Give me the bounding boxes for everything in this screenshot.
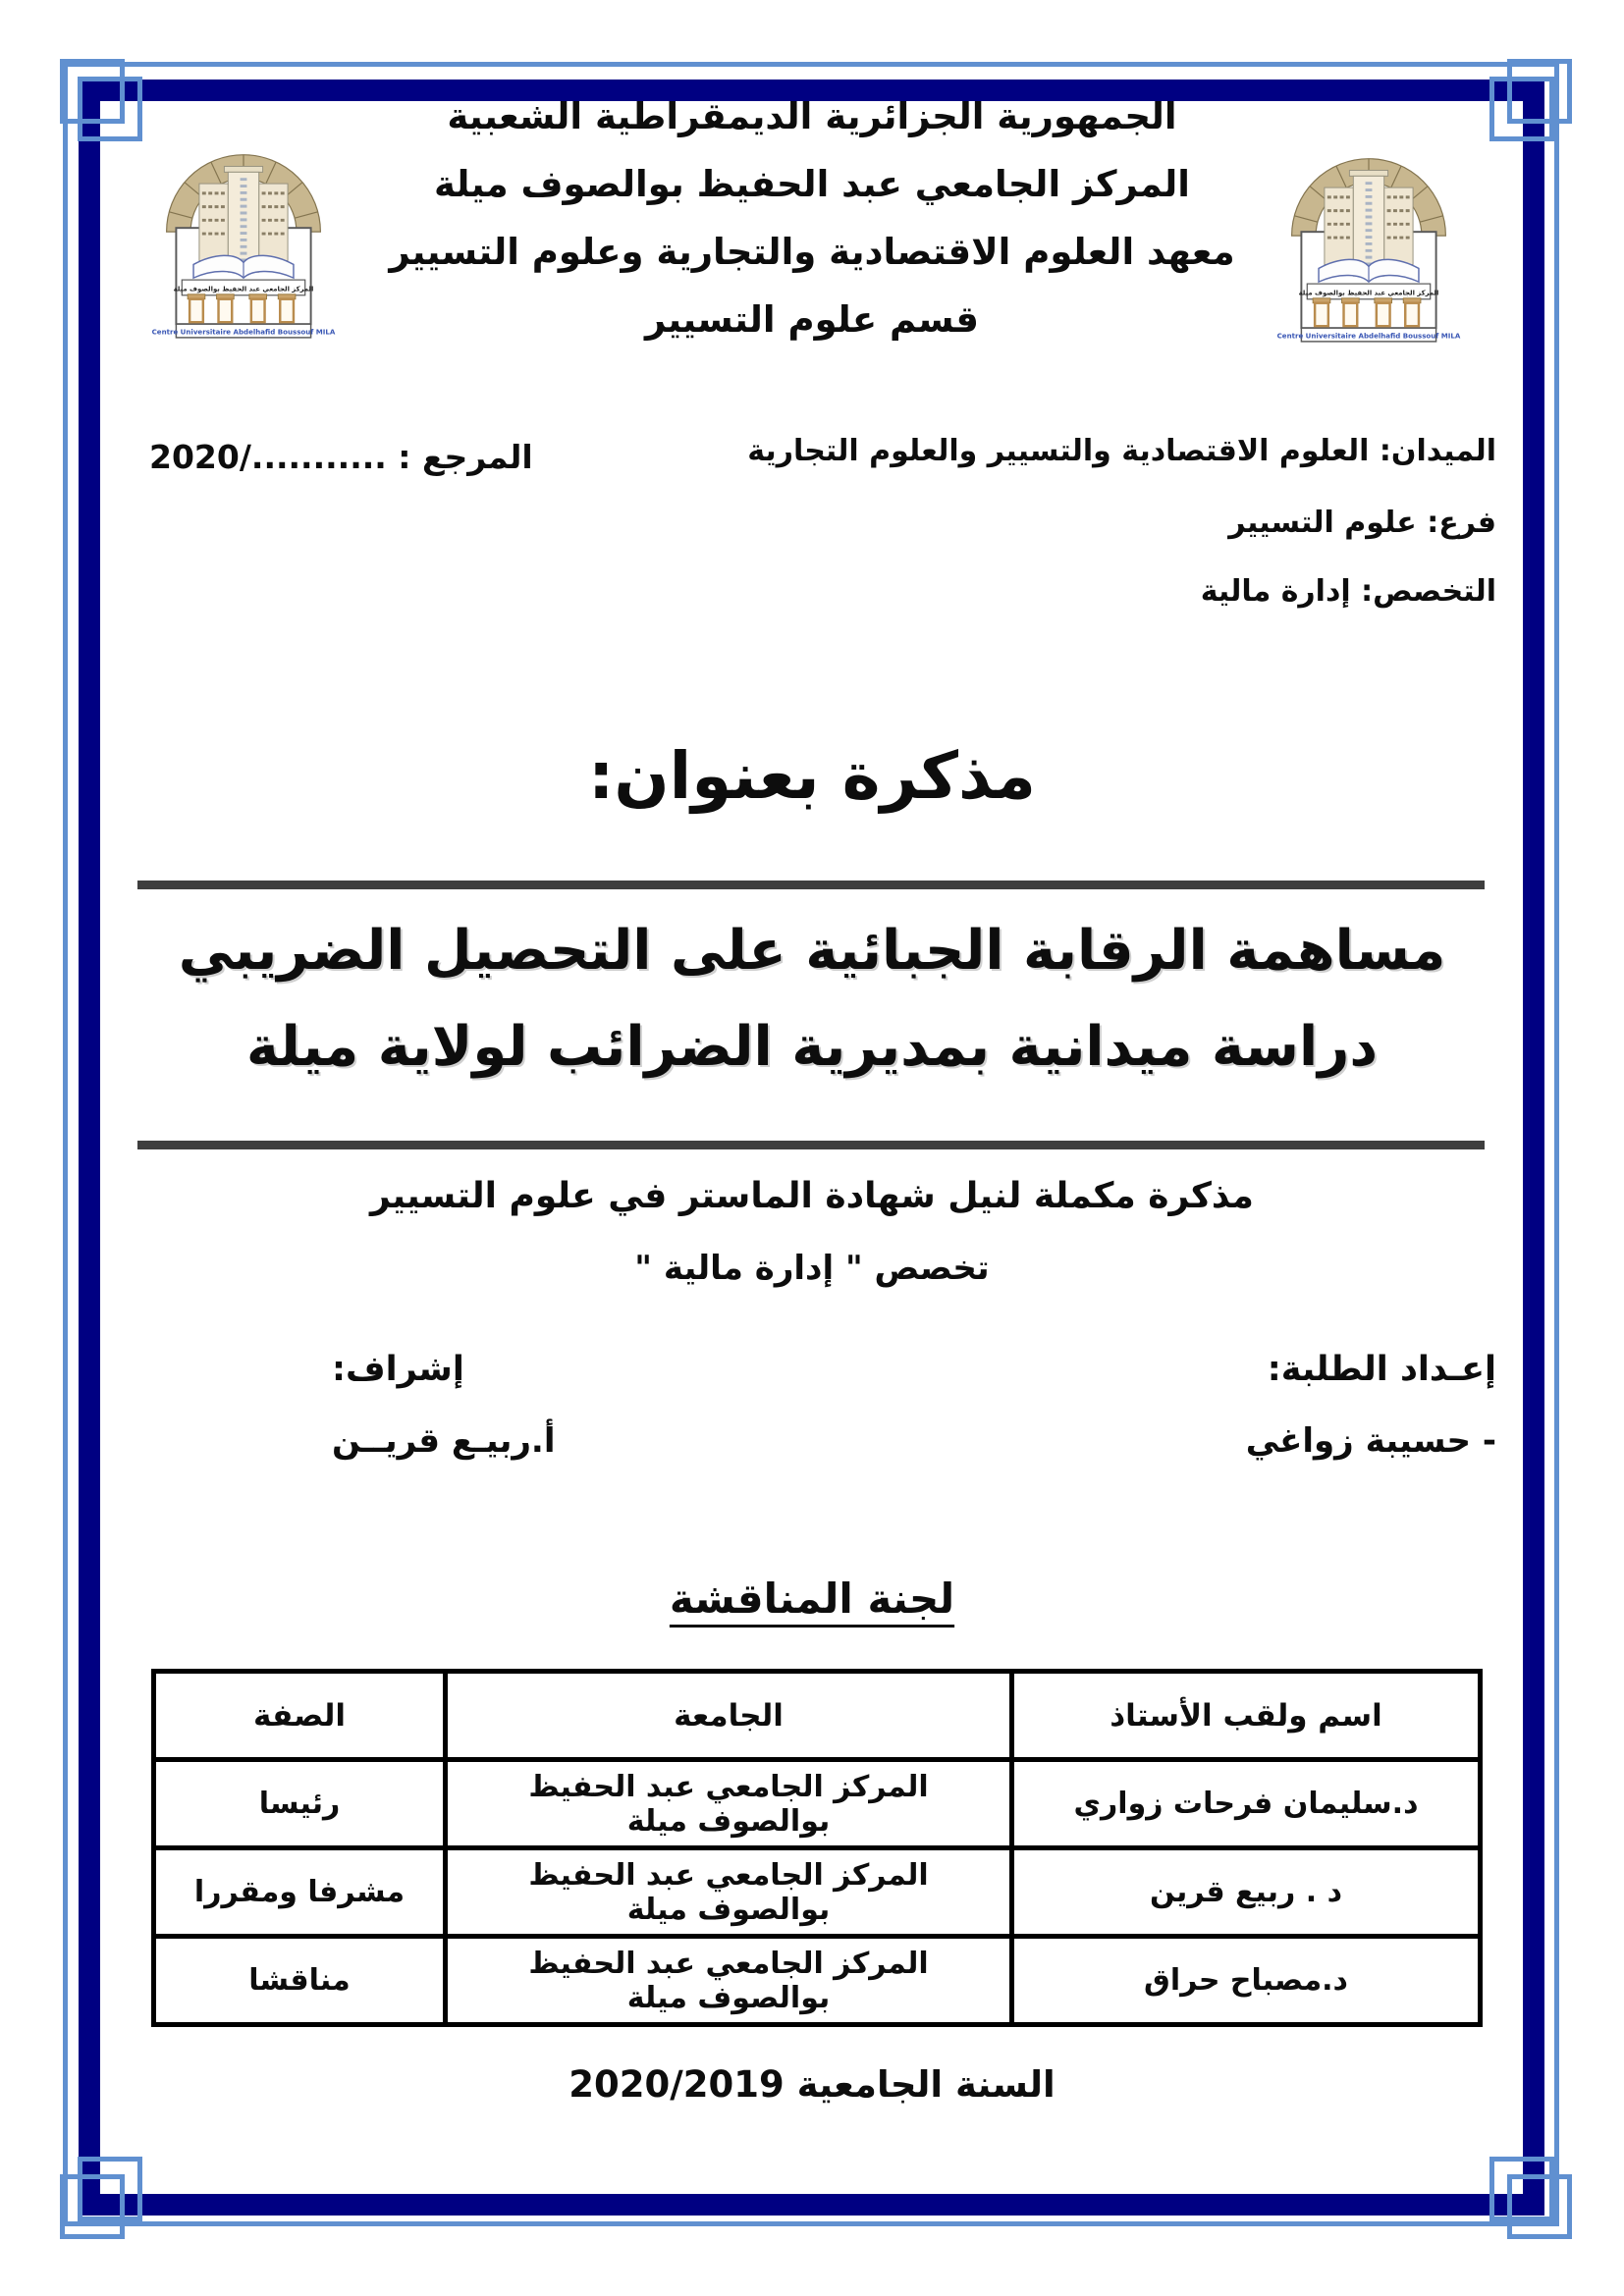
degree-subtitle: مذكرة مكملة لنيل شهادة الماستر في علوم التسيير <box>370 1176 1254 1216</box>
committee-header-row <box>154 1672 1481 1760</box>
title-rule-top <box>137 881 1485 889</box>
professor-name: د . ربيع قرين <box>1012 1848 1481 1937</box>
republic-line: الجمهورية الجزائرية الديمقراطية الشعبية <box>447 95 1177 137</box>
corner-ornament <box>78 77 142 141</box>
col-role: الصفة <box>154 1672 446 1760</box>
committee-row <box>154 1760 1481 1848</box>
committee-row <box>154 1848 1481 1937</box>
committee-table <box>151 1669 1483 2027</box>
branch-line: فرع: علوم التسيير <box>1228 506 1496 540</box>
professor-university: المركز الجامعي عبد الحفيظ بوالصوف ميلة <box>446 1937 1012 2025</box>
supervisor-name: أ.ربيـع قريــن <box>332 1421 556 1461</box>
university-line: المركز الجامعي عبد الحفيظ بوالصوف ميلة <box>434 163 1190 205</box>
col-university: الجامعة <box>446 1672 1012 1760</box>
corner-ornament <box>1489 2157 1554 2221</box>
professor-name: د.سليمان فرحات زواري <box>1012 1760 1481 1848</box>
degree-specialty: تخصص " إدارة مالية " <box>634 1249 990 1288</box>
memo-heading: مذكرة بعنوان: <box>587 738 1037 814</box>
title-rule-bottom <box>137 1141 1485 1149</box>
reference-line: المرجع : .........../2020 <box>149 438 533 476</box>
committee-heading: لجنة المناقشة <box>669 1575 955 1623</box>
institute-line: معهد العلوم الاقتصادية والتجارية وعلوم التسيير <box>389 231 1235 273</box>
thesis-title-line1: مساهمة الرقابة الجبائية على التحصيل الضريبي <box>178 919 1446 983</box>
department-line: قسم علوم التسيير <box>645 298 979 341</box>
specialty-line: التخصص: إدارة مالية <box>1200 574 1496 609</box>
student-name: - حسيبة زواغي <box>1245 1421 1496 1461</box>
committee-row <box>154 1937 1481 2025</box>
institution-header <box>334 82 1290 353</box>
professor-name: د.مصباح حراق <box>1012 1937 1481 2025</box>
professor-role: مشرفا ومقررا <box>154 1848 446 1937</box>
academic-year: السنة الجامعية 2020/2019 <box>568 2063 1056 2106</box>
professor-university: المركز الجامعي عبد الحفيظ بوالصوف ميلة <box>446 1848 1012 1937</box>
university-logo-right <box>1272 137 1465 344</box>
professor-role: رئيسا <box>154 1760 446 1848</box>
professor-university: المركز الجامعي عبد الحفيظ بوالصوف ميلة <box>446 1760 1012 1848</box>
professor-role: مناقشا <box>154 1937 446 2025</box>
thesis-title <box>100 903 1524 1095</box>
field-line: الميدان: العلوم الاقتصادية والتسيير والعلوم التجارية <box>747 434 1496 468</box>
students-label: إعـداد الطلبة: <box>1267 1350 1496 1389</box>
corner-ornament <box>78 2157 142 2221</box>
supervisor-label: إشراف: <box>332 1350 464 1389</box>
university-logo-left <box>147 133 340 340</box>
corner-ornament <box>1489 77 1554 141</box>
thesis-title-line2: دراسة ميدانية بمديرية الضرائب لولاية ميلة <box>245 1015 1379 1079</box>
col-professor-name: اسم ولقب الأستاذ <box>1012 1672 1481 1760</box>
